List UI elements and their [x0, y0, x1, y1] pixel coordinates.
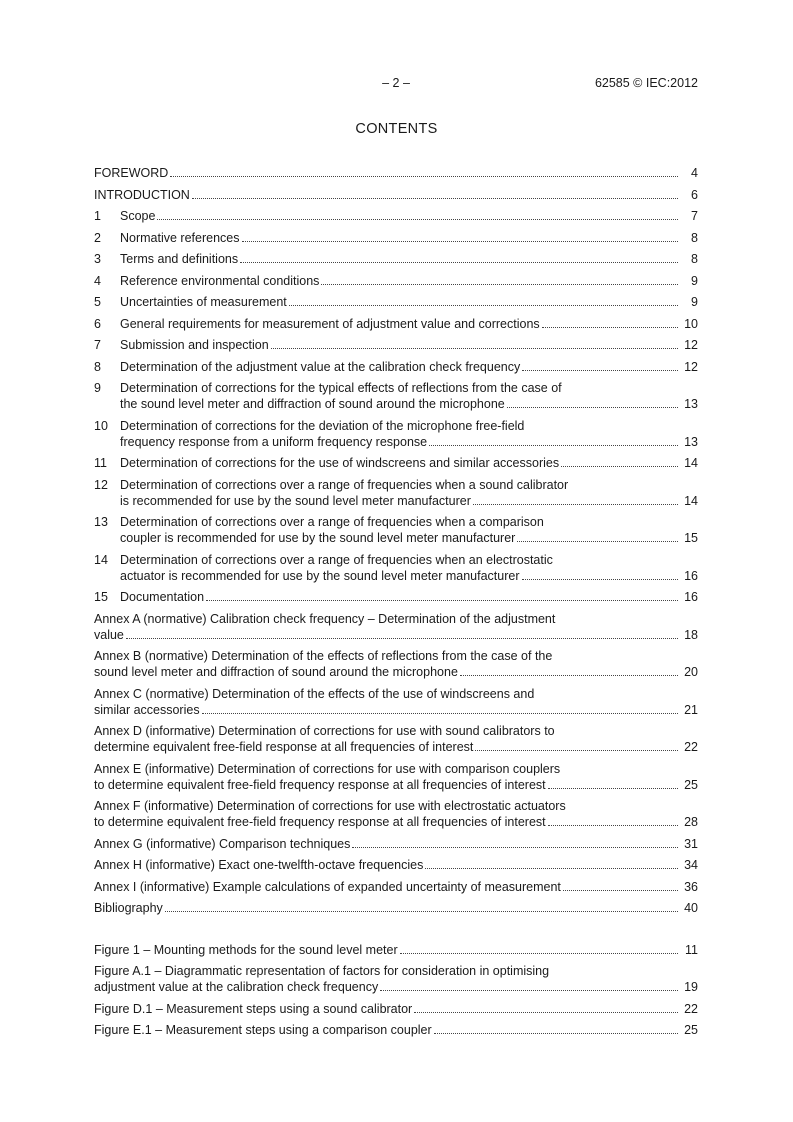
dot-leader — [126, 638, 678, 639]
entry-page-number: 7 — [691, 209, 698, 223]
entry-title: Determination of the adjustment value at the calibration check frequency — [120, 359, 521, 374]
entry-number: 14 — [94, 552, 108, 567]
entry-body — [94, 230, 680, 246]
entry-title-line — [120, 455, 680, 471]
entry-body — [94, 208, 680, 224]
entry-body — [94, 686, 680, 718]
entry-number: 15 — [94, 590, 108, 604]
entry-page-number: 21 — [684, 702, 698, 717]
entry-body — [94, 359, 680, 375]
entry-title-line — [94, 702, 680, 718]
entry-text — [120, 337, 680, 353]
dot-leader — [414, 1012, 678, 1013]
dot-leader — [165, 911, 678, 912]
entry-text — [120, 208, 680, 224]
toc-entry[interactable] — [94, 611, 698, 643]
entry-body — [94, 589, 680, 605]
toc-entry[interactable] — [94, 879, 698, 895]
entry-body — [94, 723, 680, 755]
toc-entry[interactable] — [94, 857, 698, 873]
entry-title-line — [94, 900, 680, 916]
entry-title-line-1: Determination of corrections over a range of frequencies when a comparison — [120, 515, 544, 529]
page-title: CONTENTS — [355, 121, 438, 137]
entry-title-line — [120, 337, 680, 353]
dot-leader — [352, 847, 678, 848]
entry-body — [94, 648, 680, 680]
toc-entry[interactable] — [94, 380, 698, 412]
entry-text — [94, 798, 680, 830]
entry-body — [94, 879, 680, 895]
entry-page-number: 22 — [684, 1001, 698, 1016]
entry-number: 6 — [94, 316, 101, 331]
entry-title: similar accessories — [94, 702, 200, 717]
dot-leader — [242, 241, 679, 242]
toc-entry[interactable] — [94, 900, 698, 916]
entry-title: Scope — [120, 209, 156, 223]
entry-title: coupler is recommended for use by the sound level meter manufacturer — [120, 531, 516, 545]
entry-body — [94, 611, 680, 643]
dot-leader — [202, 713, 678, 714]
toc-entry[interactable] — [94, 648, 698, 680]
entry-text — [94, 165, 680, 181]
entry-title: Uncertainties of measurement — [120, 295, 287, 309]
dot-leader — [425, 868, 678, 869]
entry-body — [94, 1001, 680, 1017]
entry-title-line — [120, 530, 680, 546]
entry-title: Documentation — [120, 590, 205, 604]
entry-title: to determine equivalent free-field frequency response at all frequencies of interest — [94, 777, 546, 792]
entry-title: Submission and inspection — [120, 338, 269, 352]
entry-title-line-1: Annex E (informative) Determination of corrections for use with comparison couplers — [94, 761, 561, 776]
entry-body — [94, 273, 680, 289]
entry-text — [120, 359, 680, 375]
toc-entry[interactable] — [94, 251, 698, 267]
entry-page-number: 12 — [684, 359, 698, 374]
dot-leader — [429, 445, 678, 446]
toc-entry[interactable] — [94, 761, 698, 793]
entry-body — [94, 900, 680, 916]
entry-text — [120, 316, 680, 332]
entry-text — [120, 273, 680, 289]
entry-title: the sound level meter and diffraction of sound around the microphone — [120, 397, 505, 411]
dot-leader — [400, 953, 678, 954]
entry-title: is recommended for use by the sound level meter manufacturer — [120, 493, 471, 508]
entry-page-number: 11 — [685, 942, 698, 957]
entry-title: Bibliography — [94, 901, 163, 915]
dot-leader — [473, 504, 678, 505]
toc-entry[interactable] — [94, 165, 698, 181]
entry-number: 11 — [94, 456, 107, 470]
dot-leader — [460, 675, 678, 676]
entry-title-line — [120, 208, 680, 224]
entry-text — [94, 761, 680, 793]
entry-text — [120, 380, 680, 412]
entry-page-number: 9 — [691, 295, 698, 309]
entry-title: Figure D.1 – Measurement steps using a sound calibrator — [94, 1001, 413, 1016]
figure-entry[interactable] — [94, 963, 698, 995]
entry-text — [94, 611, 680, 643]
dot-leader — [542, 327, 678, 328]
toc-entry[interactable] — [94, 477, 698, 509]
entry-page-number: 36 — [684, 879, 698, 894]
dot-leader — [170, 176, 678, 177]
entry-title: frequency response from a uniform frequency response — [120, 434, 428, 449]
entry-title-line — [120, 294, 680, 310]
page-number: – 2 – — [382, 76, 410, 90]
entry-text — [94, 648, 680, 680]
entry-text — [120, 589, 680, 605]
toc-entry[interactable] — [94, 798, 698, 830]
entry-title-line — [94, 664, 680, 680]
entry-text — [94, 686, 680, 718]
figure-entry[interactable] — [94, 1001, 698, 1017]
entry-body — [94, 761, 680, 793]
entry-body — [94, 380, 680, 412]
entry-page-number: 4 — [691, 166, 698, 180]
dot-leader — [507, 407, 678, 408]
entry-title-line — [120, 273, 680, 289]
entry-title: value — [94, 627, 124, 642]
entry-body — [94, 187, 680, 203]
entry-number: 12 — [94, 477, 108, 492]
entry-page-number: 14 — [684, 456, 698, 470]
entry-title-line — [94, 187, 680, 203]
entry-title: Terms and definitions — [120, 252, 239, 266]
entry-title: Annex I (informative) Example calculations of expanded uncertainty of measurement — [94, 879, 561, 894]
toc-entry[interactable] — [94, 552, 698, 584]
dot-leader — [475, 750, 678, 751]
dot-leader — [157, 219, 678, 220]
entry-text — [94, 879, 680, 895]
toc-entry[interactable] — [94, 589, 698, 605]
entry-body — [94, 963, 680, 995]
entry-body — [94, 942, 680, 958]
toc-entry[interactable] — [94, 359, 698, 375]
entry-body — [94, 294, 680, 310]
entry-title: Determination of corrections for the use of windscreens and similar accessories — [120, 456, 560, 470]
dot-leader — [271, 348, 678, 349]
entry-title-line — [120, 568, 680, 584]
entry-title-line — [94, 1022, 680, 1038]
entry-title: Annex G (informative) Comparison techniques — [94, 836, 351, 851]
entry-number: 5 — [94, 295, 101, 309]
entry-number: 8 — [94, 359, 101, 374]
entry-title: determine equivalent free-field response at all frequencies of interest — [94, 740, 474, 754]
section-gap — [94, 922, 698, 942]
entry-body — [94, 857, 680, 873]
toc-entry[interactable] — [94, 723, 698, 755]
entry-page-number: 8 — [691, 252, 698, 266]
entry-page-number: 28 — [684, 815, 698, 829]
toc-entry[interactable] — [94, 514, 698, 546]
entry-page-number: 13 — [684, 397, 698, 411]
entry-body — [94, 798, 680, 830]
entry-text — [94, 942, 680, 958]
entry-page-number: 10 — [684, 316, 698, 331]
entry-title: Reference environmental conditions — [120, 273, 320, 288]
standard-reference: 62585 © IEC:2012 — [594, 76, 698, 90]
entry-page-number: 16 — [684, 590, 698, 604]
entry-title: Figure E.1 – Measurement steps using a comparison coupler — [94, 1023, 432, 1037]
entry-body — [94, 477, 680, 509]
toc-entry[interactable] — [94, 418, 698, 450]
entry-title-line — [120, 251, 680, 267]
entry-number: 1 — [94, 209, 101, 223]
entry-title-line-1: Annex D (informative) Determination of corrections for use with sound calibrators to — [94, 724, 555, 738]
entry-page-number: 8 — [691, 230, 698, 245]
entry-body — [94, 552, 680, 584]
dot-leader — [240, 262, 678, 263]
entry-text — [120, 552, 680, 584]
entry-title: Annex H (informative) Exact one-twelfth-octave frequencies — [94, 858, 424, 872]
entry-body — [94, 455, 680, 471]
entry-text — [120, 251, 680, 267]
entry-title-line — [120, 493, 680, 509]
entry-title: actuator is recommended for use by the sound level meter manufacturer — [120, 568, 520, 583]
entry-title: FOREWORD — [94, 166, 169, 180]
entry-page-number: 13 — [684, 434, 698, 449]
entry-text — [94, 963, 680, 995]
dot-leader — [192, 198, 678, 199]
entry-body — [94, 836, 680, 852]
dot-leader — [380, 990, 678, 991]
entry-body — [94, 251, 680, 267]
entry-page-number: 22 — [684, 740, 698, 754]
entry-title-line-1: Annex C (normative) Determination of the effects of the use of windscreens and — [94, 686, 535, 701]
dot-leader — [206, 600, 678, 601]
entry-body — [94, 1022, 680, 1038]
entry-text — [94, 900, 680, 916]
dot-leader — [517, 541, 678, 542]
entry-page-number: 40 — [684, 901, 698, 915]
entry-number: 10 — [94, 418, 108, 433]
entry-body — [94, 418, 680, 450]
entry-title: sound level meter and diffraction of sound around the microphone — [94, 665, 458, 679]
entry-body — [94, 165, 680, 181]
entry-title: to determine equivalent free-field frequency response at all frequencies of interest — [94, 815, 546, 829]
entry-page-number: 6 — [691, 187, 698, 202]
entry-title-line — [94, 777, 680, 793]
entry-page-number: 16 — [684, 568, 698, 583]
toc-entry[interactable] — [94, 337, 698, 353]
entry-text — [120, 418, 680, 450]
entry-body — [94, 316, 680, 332]
dot-leader — [548, 825, 678, 826]
toc-entry[interactable] — [94, 316, 698, 332]
entry-title-line — [120, 359, 680, 375]
entry-text — [94, 1022, 680, 1038]
entry-body — [94, 337, 680, 353]
entry-title-line — [94, 1001, 680, 1017]
entry-text — [94, 1001, 680, 1017]
entry-title-line — [120, 589, 680, 605]
dot-leader — [434, 1033, 678, 1034]
entry-title-line-1: Determination of corrections over a range of frequencies when an electrostatic — [120, 552, 553, 567]
entry-text — [94, 723, 680, 755]
entry-text — [120, 455, 680, 471]
entry-page-number: 34 — [684, 858, 698, 872]
entry-title-line-1: Figure A.1 – Diagrammatic representation of factors for consideration in optimising — [94, 964, 550, 978]
entry-number: 2 — [94, 230, 101, 245]
entry-page-number: 25 — [684, 1023, 698, 1037]
entry-body — [94, 514, 680, 546]
entry-text — [94, 187, 680, 203]
dot-leader — [522, 370, 678, 371]
toc-entry[interactable] — [94, 294, 698, 310]
entry-title-line-1: Determination of corrections for the typical effects of reflections from the case of — [120, 381, 562, 395]
entry-number: 13 — [94, 515, 108, 529]
entry-page-number: 12 — [684, 338, 698, 352]
dot-leader — [548, 788, 678, 789]
entry-page-number: 25 — [684, 777, 698, 792]
table-of-contents — [94, 165, 698, 1044]
toc-entry[interactable] — [94, 686, 698, 718]
dot-leader — [522, 579, 678, 580]
entry-title-line — [94, 836, 680, 852]
entry-text — [120, 294, 680, 310]
entry-page-number: 18 — [684, 627, 698, 642]
entry-title-line-1: Determination of corrections for the deviation of the microphone free-field — [120, 418, 525, 433]
entry-text — [120, 514, 680, 546]
entry-title-line-1: Determination of corrections over a range of frequencies when a sound calibrator — [120, 477, 569, 492]
entry-title: Figure 1 – Mounting methods for the sound level meter — [94, 942, 398, 957]
entry-title-line-1: Annex A (normative) Calibration check frequency – Determination of the adjustment — [94, 611, 556, 626]
dot-leader — [561, 466, 678, 467]
entry-title-line — [94, 979, 680, 995]
entry-text — [94, 836, 680, 852]
toc-entry[interactable] — [94, 230, 698, 246]
toc-entry[interactable] — [94, 273, 698, 289]
figure-entry[interactable] — [94, 942, 698, 958]
entry-title-line — [94, 627, 680, 643]
entry-title: Normative references — [120, 230, 240, 245]
entry-title: adjustment value at the calibration check frequency — [94, 980, 379, 994]
entry-number: 3 — [94, 252, 101, 266]
page-header — [94, 76, 698, 92]
entry-page-number: 9 — [691, 273, 698, 288]
entry-title-line — [94, 879, 680, 895]
entry-title-line — [120, 230, 680, 246]
entry-title-line — [120, 396, 680, 412]
entry-title-line — [120, 316, 680, 332]
entry-number: 7 — [94, 338, 101, 352]
entry-page-number: 15 — [684, 531, 698, 545]
entry-title: General requirements for measurement of adjustment value and corrections — [120, 316, 540, 331]
toc-entry[interactable] — [94, 208, 698, 224]
entry-text — [120, 230, 680, 246]
entry-title-line-1: Annex B (normative) Determination of the effects of reflections from the case of the — [94, 649, 553, 663]
dot-leader — [563, 890, 678, 891]
entry-page-number: 31 — [684, 836, 698, 851]
dot-leader — [321, 284, 678, 285]
entry-title-line — [94, 942, 680, 958]
entry-page-number: 14 — [684, 493, 698, 508]
entry-title-line-1: Annex F (informative) Determination of corrections for use with electrostatic actuators — [94, 799, 566, 813]
entry-title: INTRODUCTION — [94, 187, 190, 202]
entry-text — [120, 477, 680, 509]
entry-title-line — [94, 165, 680, 181]
entry-title-line — [120, 434, 680, 450]
entry-number: 9 — [94, 381, 101, 395]
dot-leader — [289, 305, 678, 306]
entry-text — [94, 857, 680, 873]
entry-page-number: 20 — [684, 665, 698, 679]
toc-entry[interactable] — [94, 187, 698, 203]
entry-title-line — [94, 739, 680, 755]
entry-title-line — [94, 857, 680, 873]
entry-title-line — [94, 814, 680, 830]
toc-entry[interactable] — [94, 836, 698, 852]
figure-entry[interactable] — [94, 1022, 698, 1038]
entry-page-number: 19 — [684, 980, 698, 994]
entry-number: 4 — [94, 273, 101, 288]
toc-entry[interactable] — [94, 455, 698, 471]
